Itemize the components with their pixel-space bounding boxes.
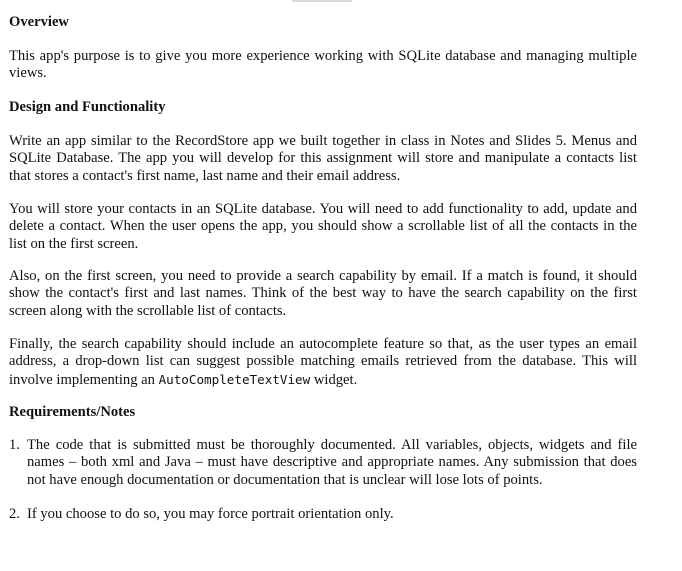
design-paragraph-4-text: Finally, the search capability should include an autocomplete feature so that, as the user types an email address, a drop-down list can suggest possible matching emails retrieved from the database. This will involve implementing an (9, 336, 637, 388)
design-paragraph-1: Write an app similar to the RecordStore app we built together in class in Notes and Slides 5. Menus and SQLite Database. The app you will develop for this assignment will store and manipulate a contacts list that stores a contact's first name, last name and their email address. (9, 133, 637, 184)
autocomplete-code: AutoCompleteTextView (158, 371, 311, 387)
design-paragraph-2: You will store your contacts in an SQLite database. You will need to add functionality to add, update and delete a contact. When the user opens the app, you should show a scrollable list of all the contacts in the list on the first screen. (9, 201, 637, 252)
design-paragraph-4-end: widget. (310, 371, 358, 388)
overview-heading: Overview (9, 14, 69, 30)
design-heading: Design and Functionality (9, 99, 166, 115)
requirement-item (9, 437, 637, 489)
requirement-text: The code that is submitted must be thoroughly documented. All variables, objects, widgets and file names – both xml and Java – must have descriptive and appropriate names. Any submission that does not have enough documentation or documentation that is unclear will lose lots of points. (27, 437, 637, 488)
requirement-item (9, 506, 637, 523)
requirement-text: If you choose to do so, you may force portrait orientation only. (27, 506, 394, 522)
overview-paragraph: This app's purpose is to give you more experience working with SQLite database and managing multiple views. (9, 48, 637, 82)
top-divider (292, 0, 352, 2)
requirement-number: 1. (9, 437, 20, 453)
requirement-number: 2. (9, 506, 20, 522)
requirements-heading: Requirements/Notes (9, 404, 136, 420)
design-paragraph-4 (9, 336, 637, 389)
design-paragraph-3: Also, on the first screen, you need to provide a search capability by email. If a match is found, it should show the contact's first and last names. Think of the best way to have the search capability on the first screen along with the scrollable list of contacts. (9, 268, 637, 319)
